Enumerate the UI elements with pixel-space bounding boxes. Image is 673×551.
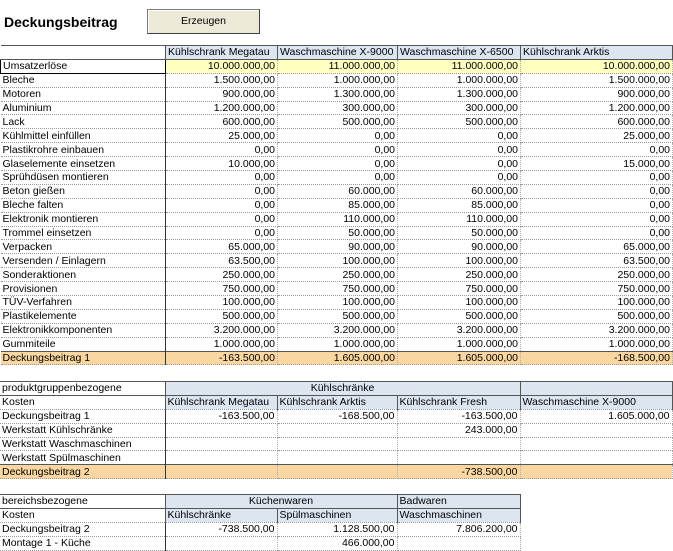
total-cell[interactable]: -168.500,00 xyxy=(521,351,673,365)
value-cell[interactable]: 65.000,00 xyxy=(521,240,673,254)
value-cell[interactable]: 300.000,00 xyxy=(278,101,398,115)
value-cell[interactable]: 0,00 xyxy=(398,129,521,143)
row-label[interactable]: Motoren xyxy=(1,87,166,101)
group-header[interactable]: Badwaren xyxy=(397,495,520,509)
column-header[interactable]: Kühlschrank Arktis xyxy=(277,395,397,409)
value-cell[interactable]: 900.000,00 xyxy=(521,87,673,101)
row-label[interactable]: Deckungsbeitrag 1 xyxy=(0,409,165,423)
value-cell[interactable]: 10.000.000,00 xyxy=(166,59,278,73)
value-cell[interactable]: 0,00 xyxy=(166,226,278,240)
value-cell[interactable] xyxy=(165,451,277,465)
generate-button[interactable]: Erzeugen xyxy=(147,9,260,34)
value-cell[interactable]: 0,00 xyxy=(166,184,278,198)
row-label-selected-cell[interactable]: Umsatzerlöse xyxy=(1,59,166,73)
value-cell[interactable]: 0,00 xyxy=(521,226,673,240)
value-cell[interactable]: 63.500,00 xyxy=(166,254,278,268)
table-row xyxy=(0,522,520,536)
column-header[interactable]: Kühlschrank Megatau xyxy=(166,46,278,60)
column-header[interactable]: Spülmaschinen xyxy=(277,508,397,522)
column-header[interactable]: Kühlschrank Megatau xyxy=(165,395,277,409)
table-row xyxy=(1,254,673,268)
value-cell[interactable]: 100.000,00 xyxy=(521,296,673,310)
total-cell[interactable] xyxy=(165,465,277,479)
value-cell[interactable]: 1.000.000,00 xyxy=(398,73,521,87)
value-cell[interactable]: 0,00 xyxy=(398,143,521,157)
row-label[interactable]: Gummiteile xyxy=(1,337,166,351)
value-cell[interactable]: -738.500,00 xyxy=(165,522,277,536)
value-cell[interactable]: 0,00 xyxy=(278,143,398,157)
group-header[interactable]: Küchenwaren xyxy=(165,495,397,509)
total-cell[interactable]: 1.605.000,00 xyxy=(278,351,398,365)
value-cell[interactable]: 1.000.000,00 xyxy=(521,337,673,351)
column-header[interactable]: Waschmaschine X-6500 xyxy=(398,46,521,60)
value-cell[interactable]: 250.000,00 xyxy=(278,268,398,282)
table-row xyxy=(1,143,673,157)
value-cell[interactable]: 1.300.000,00 xyxy=(278,87,398,101)
value-cell[interactable]: 3.200.000,00 xyxy=(166,323,278,337)
value-cell[interactable] xyxy=(397,536,520,550)
value-cell[interactable]: 600.000,00 xyxy=(166,115,278,129)
row-label[interactable]: Elektronikkomponenten xyxy=(1,323,166,337)
row-label[interactable]: Werkstatt Spülmaschinen xyxy=(0,451,165,465)
total-row xyxy=(1,351,673,365)
total-cell[interactable]: -738.500,00 xyxy=(397,465,520,479)
value-cell[interactable]: 15.000,00 xyxy=(521,157,673,171)
value-cell[interactable]: 250.000,00 xyxy=(166,268,278,282)
header-row xyxy=(0,395,672,409)
row-label[interactable]: Plastikelemente xyxy=(1,309,166,323)
value-cell[interactable]: 100.000,00 xyxy=(166,296,278,310)
value-cell[interactable] xyxy=(277,437,397,451)
row-label[interactable]: Deckungsbeitrag 2 xyxy=(0,465,165,479)
table-row xyxy=(1,296,673,310)
row-label[interactable]: Sprühdüsen montieren xyxy=(1,171,166,185)
value-cell[interactable]: 0,00 xyxy=(398,171,521,185)
column-header[interactable]: Kühlschrank Arktis xyxy=(521,46,673,60)
value-cell[interactable] xyxy=(277,451,397,465)
value-cell[interactable]: 3.200.000,00 xyxy=(398,323,521,337)
value-cell[interactable]: 60.000,00 xyxy=(398,184,521,198)
row-label[interactable]: Werkstatt Kühlschränke xyxy=(0,423,165,437)
row-label: Kosten xyxy=(0,508,165,522)
value-cell[interactable]: 25.000,00 xyxy=(166,129,278,143)
value-cell[interactable]: 10.000,00 xyxy=(166,157,278,171)
row-label[interactable]: Montage 1 - Küche xyxy=(0,536,165,550)
value-cell[interactable]: 7.806.200,00 xyxy=(397,522,520,536)
value-cell[interactable]: 500.000,00 xyxy=(521,309,673,323)
table-row xyxy=(1,59,673,73)
row-label: Kosten xyxy=(0,395,165,409)
total-cell[interactable] xyxy=(277,465,397,479)
contribution-margin-2-table xyxy=(0,381,670,479)
value-cell[interactable]: 11.000.000,00 xyxy=(398,59,521,73)
row-label[interactable]: Bleche xyxy=(1,73,166,87)
value-cell[interactable] xyxy=(165,437,277,451)
table-row xyxy=(0,423,672,437)
total-cell[interactable]: 1.605.000,00 xyxy=(398,351,521,365)
header-row xyxy=(1,46,673,60)
value-cell[interactable]: -163.500,00 xyxy=(397,409,520,423)
total-row xyxy=(0,465,672,479)
table-row xyxy=(1,198,673,212)
value-cell[interactable] xyxy=(397,451,520,465)
value-cell[interactable] xyxy=(520,423,672,437)
table-row xyxy=(1,240,673,254)
value-cell[interactable]: 50.000,00 xyxy=(278,226,398,240)
page-title: Deckungsbeitrag xyxy=(4,14,118,30)
value-cell[interactable]: 750.000,00 xyxy=(278,282,398,296)
row-label: bereichsbezogene xyxy=(0,495,165,509)
value-cell[interactable]: 10.000.000,00 xyxy=(521,59,673,73)
contribution-margin-1-table xyxy=(0,45,670,365)
row-label[interactable]: Trommel einsetzen xyxy=(1,226,166,240)
value-cell[interactable]: 110.000,00 xyxy=(398,212,521,226)
row-label[interactable]: Werkstatt Waschmaschinen xyxy=(0,437,165,451)
value-cell[interactable]: 1.000.000,00 xyxy=(278,337,398,351)
value-cell[interactable]: 500.000,00 xyxy=(278,115,398,129)
row-label[interactable]: Lack xyxy=(1,115,166,129)
table-row xyxy=(1,73,673,87)
table-row xyxy=(1,171,673,185)
value-cell[interactable]: 300.000,00 xyxy=(398,101,521,115)
table-row xyxy=(1,226,673,240)
value-cell[interactable]: 0,00 xyxy=(166,143,278,157)
header-corner-cell xyxy=(1,46,166,60)
row-label[interactable]: TÜV-Verfahren xyxy=(1,296,166,310)
value-cell[interactable]: 750.000,00 xyxy=(398,282,521,296)
group-header-row xyxy=(0,382,672,396)
row-label: produktgruppenbezogene xyxy=(0,382,165,396)
table-row xyxy=(1,129,673,143)
value-cell[interactable]: 1.000.000,00 xyxy=(398,337,521,351)
value-cell[interactable]: 1.605.000,00 xyxy=(520,409,672,423)
group-header-empty xyxy=(520,382,672,396)
value-cell[interactable]: 63.500,00 xyxy=(521,254,673,268)
value-cell[interactable]: 900.000,00 xyxy=(166,87,278,101)
total-cell[interactable]: -163.500,00 xyxy=(166,351,278,365)
value-cell[interactable]: 1.128.500,00 xyxy=(277,522,397,536)
table-row xyxy=(1,337,673,351)
column-header[interactable]: Waschmaschinen xyxy=(397,508,520,522)
total-cell[interactable] xyxy=(520,465,672,479)
table-row xyxy=(0,437,672,451)
value-cell[interactable]: -168.500,00 xyxy=(277,409,397,423)
value-cell[interactable]: 0,00 xyxy=(521,171,673,185)
value-cell[interactable]: 0,00 xyxy=(521,198,673,212)
column-header[interactable]: Waschmaschine X-9000 xyxy=(520,395,672,409)
value-cell[interactable]: 1.000.000,00 xyxy=(278,73,398,87)
value-cell[interactable]: 750.000,00 xyxy=(521,282,673,296)
row-label[interactable]: Deckungsbeitrag 1 xyxy=(1,351,166,365)
row-label[interactable]: Beton gießen xyxy=(1,184,166,198)
value-cell[interactable]: 1.500.000,00 xyxy=(521,73,673,87)
row-label[interactable]: Kühlmittel einfüllen xyxy=(1,129,166,143)
value-cell[interactable]: 50.000,00 xyxy=(398,226,521,240)
value-cell[interactable]: 500.000,00 xyxy=(398,115,521,129)
value-cell[interactable]: 65.000,00 xyxy=(166,240,278,254)
table-row xyxy=(1,268,673,282)
value-cell[interactable]: 3.200.000,00 xyxy=(278,323,398,337)
row-label[interactable]: Elektronik montieren xyxy=(1,212,166,226)
table-row xyxy=(0,409,672,423)
value-cell[interactable]: 100.000,00 xyxy=(398,296,521,310)
value-cell[interactable]: 1.200.000,00 xyxy=(521,101,673,115)
value-cell[interactable]: 25.000,00 xyxy=(521,129,673,143)
value-cell[interactable]: 1.000.000,00 xyxy=(166,337,278,351)
value-cell[interactable]: 0,00 xyxy=(166,212,278,226)
value-cell[interactable]: 100.000,00 xyxy=(278,296,398,310)
column-header[interactable]: Kühlschrank Fresh xyxy=(397,395,520,409)
column-header[interactable]: Kühlschränke xyxy=(165,508,277,522)
value-cell[interactable]: -163.500,00 xyxy=(165,409,277,423)
value-cell[interactable] xyxy=(165,536,277,550)
value-cell[interactable]: 3.200.000,00 xyxy=(521,323,673,337)
value-cell[interactable]: 11.000.000,00 xyxy=(278,59,398,73)
value-cell[interactable]: 110.000,00 xyxy=(278,212,398,226)
table-row xyxy=(1,309,673,323)
table-row xyxy=(1,115,673,129)
value-cell[interactable]: 100.000,00 xyxy=(398,254,521,268)
table-row xyxy=(1,87,673,101)
value-cell[interactable]: 0,00 xyxy=(278,171,398,185)
row-label[interactable]: Deckungsbeitrag 2 xyxy=(0,522,165,536)
row-label[interactable]: Sonderaktionen xyxy=(1,268,166,282)
value-cell[interactable]: 85.000,00 xyxy=(398,198,521,212)
value-cell[interactable]: 600.000,00 xyxy=(521,115,673,129)
value-cell[interactable]: 0,00 xyxy=(398,157,521,171)
header-row xyxy=(0,508,520,522)
contribution-margin-3-table xyxy=(0,494,625,551)
group-header-row xyxy=(0,495,520,509)
table-row xyxy=(1,282,673,296)
value-cell[interactable]: 750.000,00 xyxy=(166,282,278,296)
value-cell[interactable] xyxy=(277,423,397,437)
value-cell[interactable]: 466.000,00 xyxy=(277,536,397,550)
row-label[interactable]: Aluminium xyxy=(1,101,166,115)
value-cell[interactable] xyxy=(165,423,277,437)
value-cell[interactable]: 1.300.000,00 xyxy=(398,87,521,101)
table-row xyxy=(1,157,673,171)
table-row xyxy=(1,101,673,115)
value-cell[interactable]: 0,00 xyxy=(166,171,278,185)
value-cell[interactable]: 250.000,00 xyxy=(521,268,673,282)
table-row xyxy=(0,536,520,550)
value-cell[interactable]: 500.000,00 xyxy=(398,309,521,323)
table-row xyxy=(1,184,673,198)
value-cell[interactable]: 1.500.000,00 xyxy=(166,73,278,87)
value-cell[interactable]: 60.000,00 xyxy=(278,184,398,198)
value-cell[interactable]: 250.000,00 xyxy=(398,268,521,282)
value-cell[interactable]: 243.000,00 xyxy=(397,423,520,437)
row-label[interactable]: Versenden / Einlagern xyxy=(1,254,166,268)
value-cell[interactable]: 0,00 xyxy=(521,212,673,226)
value-cell[interactable]: 500.000,00 xyxy=(166,309,278,323)
row-label[interactable]: Provisionen xyxy=(1,282,166,296)
group-header[interactable]: Kühlschränke xyxy=(165,382,520,396)
value-cell[interactable]: 0,00 xyxy=(278,129,398,143)
value-cell[interactable]: 0,00 xyxy=(521,143,673,157)
value-cell[interactable]: 0,00 xyxy=(278,157,398,171)
value-cell[interactable]: 100.000,00 xyxy=(278,254,398,268)
table-row xyxy=(1,212,673,226)
value-cell[interactable] xyxy=(520,437,672,451)
value-cell[interactable]: 90.000,00 xyxy=(398,240,521,254)
value-cell[interactable]: 0,00 xyxy=(521,184,673,198)
value-cell[interactable]: 1.200.000,00 xyxy=(166,101,278,115)
row-label[interactable]: Verpacken xyxy=(1,240,166,254)
value-cell[interactable]: 90.000,00 xyxy=(278,240,398,254)
row-label[interactable]: Glaselemente einsetzen xyxy=(1,157,166,171)
value-cell[interactable]: 500.000,00 xyxy=(278,309,398,323)
value-cell[interactable] xyxy=(397,437,520,451)
column-header[interactable]: Waschmaschine X-9000 xyxy=(278,46,398,60)
value-cell[interactable]: 85.000,00 xyxy=(278,198,398,212)
table-row xyxy=(0,451,672,465)
value-cell[interactable]: 0,00 xyxy=(166,198,278,212)
row-label[interactable]: Bleche falten xyxy=(1,198,166,212)
value-cell[interactable] xyxy=(520,451,672,465)
table-row xyxy=(1,323,673,337)
row-label[interactable]: Plastikrohre einbauen xyxy=(1,143,166,157)
